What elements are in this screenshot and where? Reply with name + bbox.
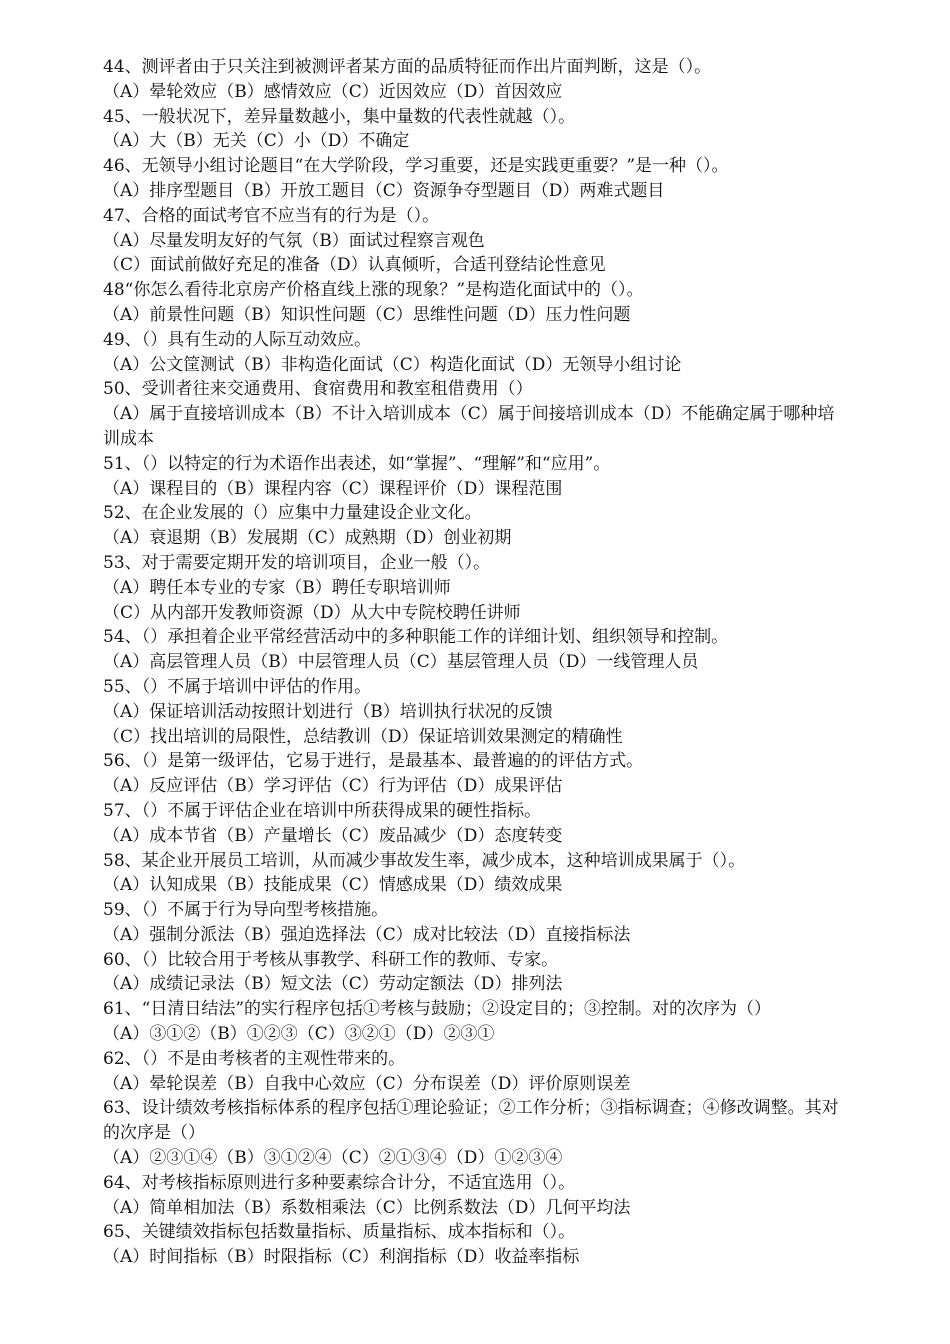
document-page <box>103 55 843 1270</box>
text-line: 65、关键绩效指标包括数量指标、质量指标、成本指标和（）。 <box>103 1222 576 1243</box>
text-line: 55、（）不属于培训中评估的作用。 <box>103 676 372 697</box>
text-line: （A）成本节省（B）产量增长（C）废品减少（D）态度转变 <box>103 825 563 846</box>
text-line: （A）简单相加法（B）系数相乘法（C）比例系数法（D）几何平均法 <box>103 1197 631 1218</box>
text-line: 46、无领导小组讨论题目“在大学阶段，学习重要，还是实践更重要？”是一种（）。 <box>103 156 729 177</box>
text-line: （A）③①②（B）①②③（C）③②①（D）②③① <box>103 1024 495 1045</box>
text-line: （A）反应评估（B）学习评估（C）行为评估（D）成果评估 <box>103 776 563 797</box>
text-line: 47、合格的面试考官不应当有的行为是（）。 <box>103 205 440 226</box>
text-line: 49、（）具有生动的人际互动效应。 <box>103 329 372 350</box>
text-line: 57、（）不属于评估企业在培训中所获得成果的硬性指标。 <box>103 800 542 821</box>
text-line: （A）尽量发明友好的气氛（B）面试过程察言观色 <box>103 230 485 251</box>
text-line: （A）晕轮效应（B）感情效应（C）近因效应（D）首因效应 <box>103 81 563 102</box>
text-line: （A）②③①④（B）③①②④（C）②①③④（D）①②③④ <box>103 1148 563 1169</box>
text-line: 51、（）以特定的行为术语作出表述，如“掌握”、“理解”和“应用”。 <box>103 453 611 474</box>
text-line: （A）衰退期（B）发展期（C）成熟期（D）创业初期 <box>103 528 512 549</box>
text-line: 56、（）是第一级评估，它易于进行，是最基本、最普遍的的评估方式。 <box>103 751 644 772</box>
text-line: 52、在企业发展的（）应集中力量建设企业文化。 <box>103 503 482 524</box>
text-line: （A）晕轮误差（B）自我中心效应（C）分布误差（D）评价原则误差 <box>103 1073 631 1094</box>
text-line: 61、“日清日结法”的实行程序包括①考核与鼓励；②设定目的；③控制。对的次序为（） <box>103 999 772 1020</box>
text-line: （A）课程目的（B）课程内容（C）课程评价（D）课程范围 <box>103 478 563 499</box>
text-line: 63、设计绩效考核指标体系的程序包括①理论验证；②工作分析；③指标调查；④修改调整。其对的次序是（） <box>103 1098 839 1144</box>
text-line: （A）排序型题目（B）开放工题目（C）资源争夺型题目（D）两难式题目 <box>103 180 665 201</box>
text-line: 44、测评者由于只关注到被测评者某方面的品质特征而作出片面判断，这是（）。 <box>103 57 712 77</box>
text-line: （A）聘任本专业的专家（B）聘任专职培训师 <box>103 577 451 598</box>
text-line: （A）保证培训活动按照计划进行（B）培训执行状况的反馈 <box>103 701 553 722</box>
text-line: 58、某企业开展员工培训，从而减少事故发生率，减少成本，这种培训成果属于（）。 <box>103 850 746 871</box>
text-line: 60、（）比较合用于考核从事教学、科研工作的教师、专家。 <box>103 949 559 970</box>
text-line: 64、对考核指标原则进行多种要素综合计分，不适宜选用（）。 <box>103 1172 576 1193</box>
text-line: 50、受训者往来交通费用、食宿费用和教室租借费用（） <box>103 379 533 400</box>
text-line: （C）找出培训的局限性，总结教训（D）保证培训效果测定的精确性 <box>103 726 623 747</box>
text-line: 48“你怎么看待北京房产价格直线上涨的现象？”是构造化面试中的（）。 <box>103 280 644 301</box>
text-line: 59、（）不属于行为导向型考核措施。 <box>103 900 389 921</box>
text-line: 45、一般状况下，差异量数越小，集中量数的代表性就越（）。 <box>103 106 576 127</box>
text-line: 62、（）不是由考核者的主观性带来的。 <box>103 1048 406 1069</box>
text-line: （A）前景性问题（B）知识性问题（C）思维性问题（D）压力性问题 <box>103 304 631 325</box>
text-line: 54、（）承担着企业平常经营活动中的多种职能工作的详细计划、组织领导和控制。 <box>103 627 729 648</box>
text-line: （C）面试前做好充足的准备（D）认真倾听，合适刊登结论性意见 <box>103 255 606 276</box>
text-line: （A）大（B）无关（C）小（D）不确定 <box>103 131 410 152</box>
text-line: （A）时间指标（B）时限指标（C）利润指标（D）收益率指标 <box>103 1247 580 1268</box>
text-line: （A）公文筐测试（B）非构造化面试（C）构造化面试（D）无领导小组讨论 <box>103 354 682 375</box>
text-line: （A）属于直接培训成本（B）不计入培训成本（C）属于间接培训成本（D）不能确定属于哪种培训成本 <box>103 404 835 449</box>
text-line: （A）强制分派法（B）强迫选择法（C）成对比较法（D）直接指标法 <box>103 924 631 945</box>
text-line: （A）成绩记录法（B）短文法（C）劳动定额法（D）排列法 <box>103 974 563 995</box>
text-line: （A）高层管理人员（B）中层管理人员（C）基层管理人员（D）一线管理人员 <box>103 652 699 673</box>
text-line: 53、对于需要定期开发的培训项目，企业一般（）。 <box>103 552 491 573</box>
text-line: （C）从内部开发教师资源（D）从大中专院校聘任讲师 <box>103 602 521 623</box>
text-line: （A）认知成果（B）技能成果（C）情感成果（D）绩效成果 <box>103 875 563 896</box>
